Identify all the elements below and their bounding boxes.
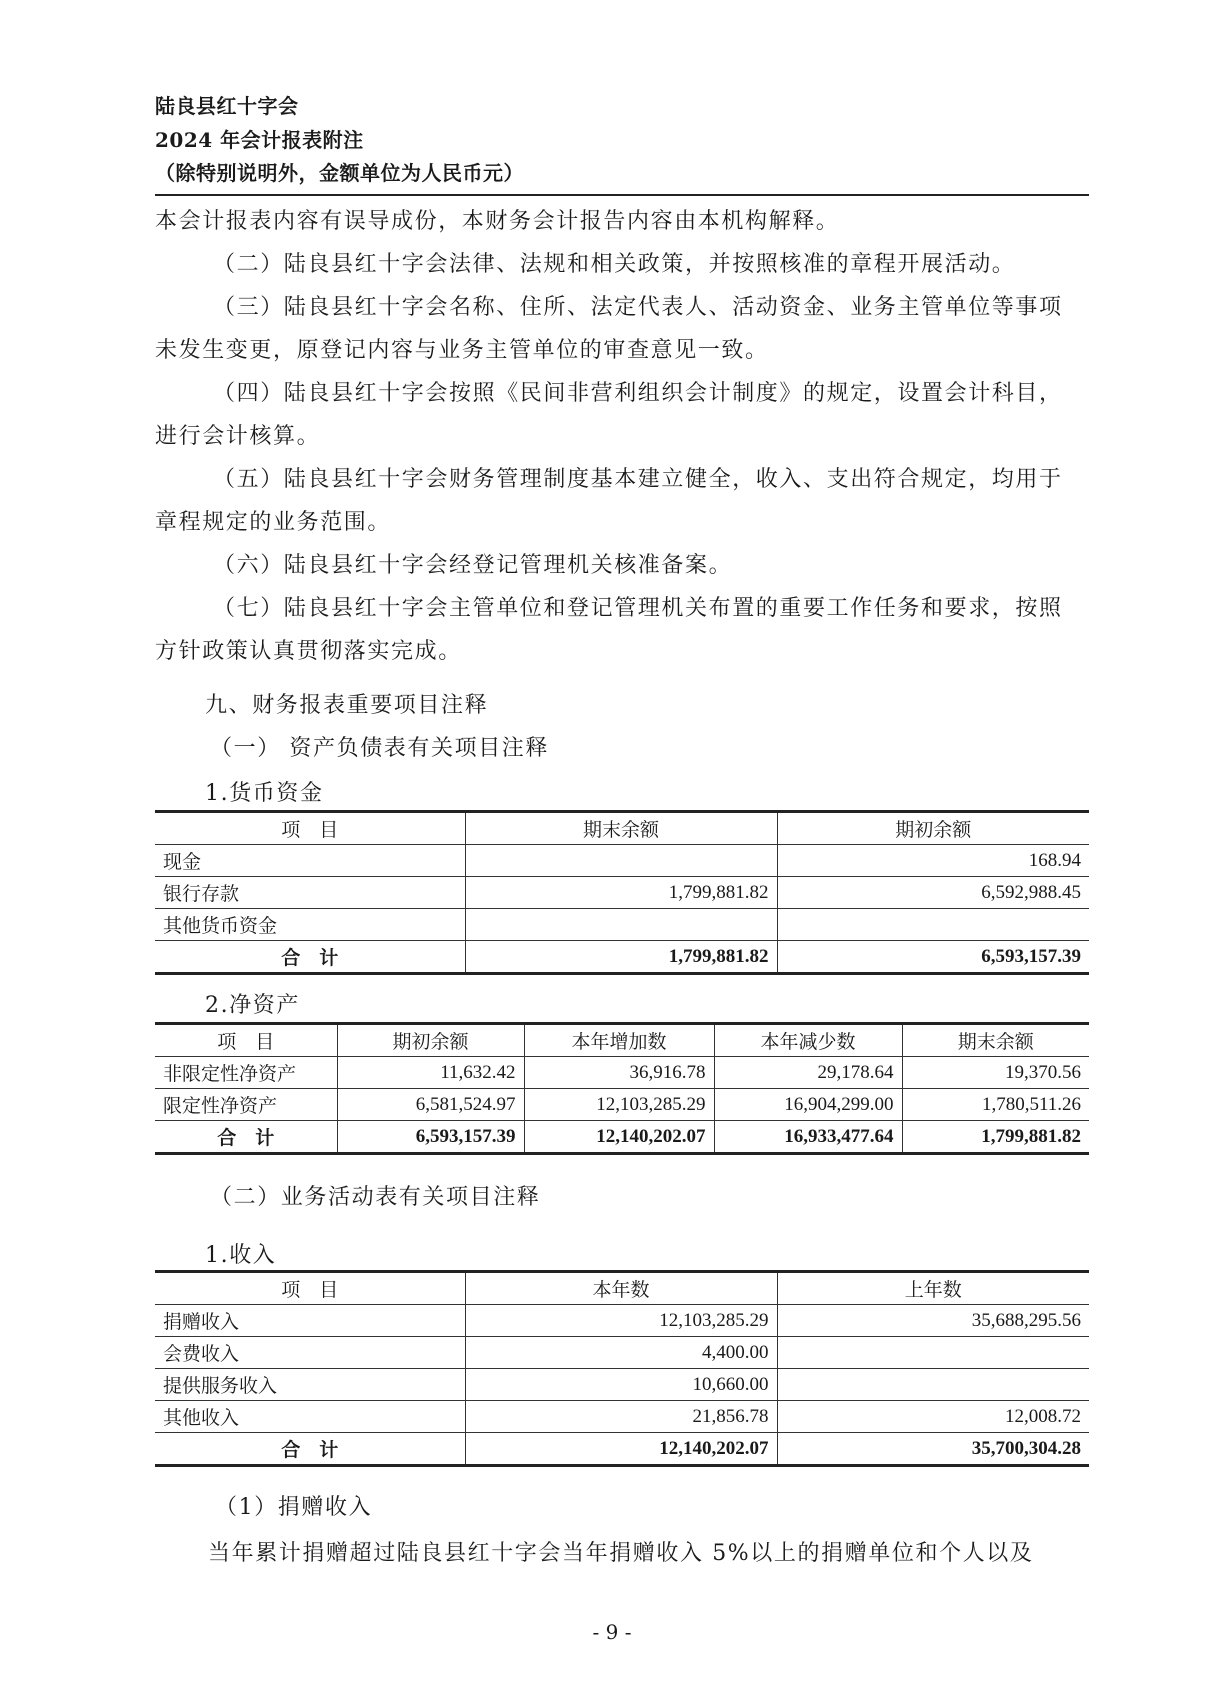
section-heading-9: 九、财务报表重要项目注释 bbox=[205, 693, 489, 718]
value-cell: 21,856.78 bbox=[465, 1401, 777, 1433]
value-cell bbox=[777, 1337, 1089, 1369]
table-row bbox=[155, 845, 1089, 877]
value-cell: 35,688,295.56 bbox=[777, 1305, 1089, 1337]
table-row bbox=[155, 909, 1089, 941]
row-label: 其他收入 bbox=[155, 1401, 465, 1433]
value-cell: 36,916.78 bbox=[524, 1057, 714, 1089]
header-cell: 本年减少数 bbox=[714, 1024, 902, 1057]
total-label: 合 计 bbox=[155, 1433, 465, 1466]
total-value: 35,700,304.28 bbox=[777, 1433, 1089, 1466]
total-value: 16,933,477.64 bbox=[714, 1121, 902, 1154]
value-cell: 6,581,524.97 bbox=[337, 1089, 524, 1121]
header-cell: 期初余额 bbox=[337, 1024, 524, 1057]
header-cell: 本年增加数 bbox=[524, 1024, 714, 1057]
paragraph-5: （五）陆良县红十字会财务管理制度基本建立健全，收入、支出符合规定，均用于章程规定的业务范围。 bbox=[155, 467, 1063, 535]
header-cell: 项 目 bbox=[155, 812, 465, 845]
section-heading-9-2: （二）业务活动表有关项目注释 bbox=[210, 1185, 541, 1210]
header-cell: 项 目 bbox=[155, 1024, 337, 1057]
table-row bbox=[155, 877, 1089, 909]
row-label: 捐赠收入 bbox=[155, 1305, 465, 1337]
row-label: 限定性净资产 bbox=[155, 1089, 337, 1121]
row-label: 现金 bbox=[155, 845, 465, 877]
header-cell: 本年数 bbox=[465, 1272, 777, 1305]
value-cell: 12,103,285.29 bbox=[524, 1089, 714, 1121]
total-value: 12,140,202.07 bbox=[524, 1121, 714, 1154]
value-cell bbox=[465, 845, 777, 877]
total-value: 6,593,157.39 bbox=[777, 941, 1089, 974]
org-name: 陆良县红十字会 bbox=[155, 94, 299, 118]
unit-note: （除特别说明外，金额单位为人民币元） bbox=[155, 161, 524, 185]
paragraph-2: （二）陆良县红十字会法律、法规和相关政策，并按照核准的章程开展活动。 bbox=[213, 252, 1016, 277]
value-cell: 12,103,285.29 bbox=[465, 1305, 777, 1337]
value-cell bbox=[465, 909, 777, 941]
total-label: 合 计 bbox=[155, 941, 465, 974]
value-cell: 16,904,299.00 bbox=[714, 1089, 902, 1121]
table-total-row bbox=[155, 1433, 1089, 1466]
cash-table bbox=[155, 810, 1089, 975]
income-table bbox=[155, 1270, 1089, 1467]
total-value: 12,140,202.07 bbox=[465, 1433, 777, 1466]
value-cell: 19,370.56 bbox=[902, 1057, 1089, 1089]
value-cell bbox=[777, 909, 1089, 941]
total-value: 1,799,881.82 bbox=[902, 1121, 1089, 1154]
table-title-cash: 1.货币资金 bbox=[205, 781, 324, 806]
value-cell: 1,780,511.26 bbox=[902, 1089, 1089, 1121]
value-cell: 12,008.72 bbox=[777, 1401, 1089, 1433]
value-cell: 6,592,988.45 bbox=[777, 877, 1089, 909]
table-row bbox=[155, 1305, 1089, 1337]
value-cell: 168.94 bbox=[777, 845, 1089, 877]
header-rule bbox=[155, 194, 1089, 196]
paragraph-continuation: 本会计报表内容有误导成份，本财务会计报告内容由本机构解释。 bbox=[155, 209, 840, 234]
table-row bbox=[155, 1089, 1089, 1121]
table-total-row bbox=[155, 941, 1089, 974]
header-cell: 项 目 bbox=[155, 1272, 465, 1305]
table-row bbox=[155, 1369, 1089, 1401]
paragraph-7: （七）陆良县红十字会主管单位和登记管理机关布置的重要工作任务和要求，按照方针政策认真贯彻落实完成。 bbox=[155, 596, 1063, 664]
row-label: 非限定性净资产 bbox=[155, 1057, 337, 1089]
table-total-row bbox=[155, 1121, 1089, 1154]
paragraph-3: （三）陆良县红十字会名称、住所、法定代表人、活动资金、业务主管单位等事项未发生变更，原登记内容与业务主管单位的审查意见一致。 bbox=[155, 295, 1063, 363]
row-label: 提供服务收入 bbox=[155, 1369, 465, 1401]
table-row bbox=[155, 1337, 1089, 1369]
table-header-row bbox=[155, 1024, 1089, 1057]
value-cell: 29,178.64 bbox=[714, 1057, 902, 1089]
page-number: - 9 - bbox=[592, 1620, 632, 1644]
value-cell bbox=[777, 1369, 1089, 1401]
row-label: 会费收入 bbox=[155, 1337, 465, 1369]
table-row bbox=[155, 1401, 1089, 1433]
row-label: 银行存款 bbox=[155, 877, 465, 909]
net-assets-table bbox=[155, 1022, 1089, 1155]
paragraph-donation: 当年累计捐赠超过陆良县红十字会当年捐赠收入 5%以上的捐赠单位和个人以及 bbox=[208, 1541, 1034, 1566]
table-header-row bbox=[155, 1272, 1089, 1305]
total-value: 1,799,881.82 bbox=[465, 941, 777, 974]
value-cell: 10,660.00 bbox=[465, 1369, 777, 1401]
header-cell: 上年数 bbox=[777, 1272, 1089, 1305]
total-value: 6,593,157.39 bbox=[337, 1121, 524, 1154]
value-cell: 4,400.00 bbox=[465, 1337, 777, 1369]
total-label: 合 计 bbox=[155, 1121, 337, 1154]
row-label: 其他货币资金 bbox=[155, 909, 465, 941]
paragraph-6: （六）陆良县红十字会经登记管理机关核准备案。 bbox=[213, 553, 733, 578]
table-title-net-assets: 2.净资产 bbox=[205, 993, 300, 1018]
value-cell: 11,632.42 bbox=[337, 1057, 524, 1089]
table-header-row bbox=[155, 812, 1089, 845]
table-row bbox=[155, 1057, 1089, 1089]
header-cell: 期末余额 bbox=[902, 1024, 1089, 1057]
header-cell: 期末余额 bbox=[465, 812, 777, 845]
report-title: 2024 年会计报表附注 bbox=[155, 128, 364, 152]
value-cell: 1,799,881.82 bbox=[465, 877, 777, 909]
paragraph-4: （四）陆良县红十字会按照《民间非营利组织会计制度》的规定，设置会计科目，进行会计核算。 bbox=[155, 381, 1063, 449]
subsection-donation-income: （1）捐赠收入 bbox=[215, 1495, 373, 1520]
header-cell: 期初余额 bbox=[777, 812, 1089, 845]
section-heading-9-1: （一） 资产负债表有关项目注释 bbox=[210, 736, 549, 761]
table-title-income: 1.收入 bbox=[205, 1243, 277, 1268]
